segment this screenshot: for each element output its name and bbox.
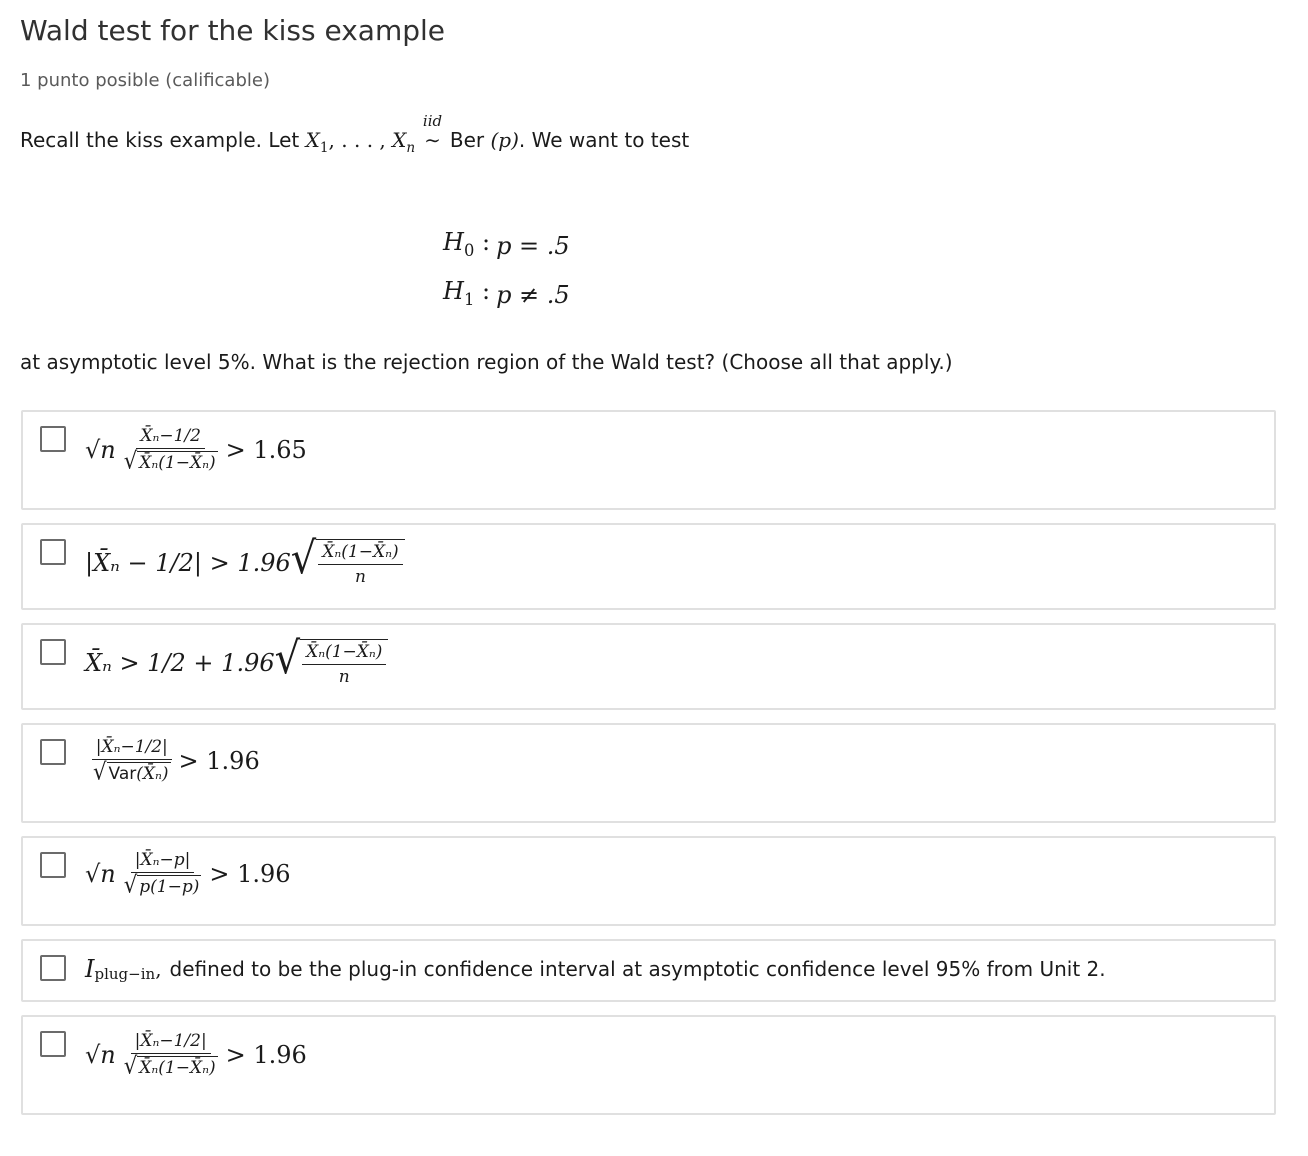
fraction bbox=[120, 1031, 222, 1081]
hyp-sub: 1 bbox=[463, 289, 475, 309]
option-formula bbox=[85, 737, 260, 787]
intro-var-first: X bbox=[305, 128, 320, 152]
question-text: at asymptotic level 5%. What is the rejection region of the Wald test? (Choose all that apply.) bbox=[20, 350, 953, 374]
fraction bbox=[89, 737, 175, 787]
option-checkbox[interactable] bbox=[40, 852, 66, 878]
option-checkbox[interactable] bbox=[40, 539, 66, 565]
fraction-numerator: X̄ₙ(1−X̄ₙ) bbox=[318, 542, 402, 565]
fraction-numerator: |X̄ₙ−1/2| bbox=[92, 737, 172, 760]
iid-symbol bbox=[422, 112, 444, 152]
option-formula bbox=[85, 426, 307, 476]
sqrt-n: √n bbox=[85, 435, 116, 464]
fraction-denominator bbox=[120, 1052, 222, 1081]
problem-title: Wald test for the kiss example bbox=[20, 14, 446, 47]
hyp-colon: : bbox=[481, 276, 491, 305]
option-formula bbox=[85, 1031, 307, 1081]
sqrt-body bbox=[107, 762, 171, 784]
var-argument: (X̄ₙ) bbox=[136, 764, 169, 784]
tilde-symbol: ∼ bbox=[424, 128, 441, 152]
sqrt-symbol: √ bbox=[123, 447, 138, 476]
choice-option-1[interactable] bbox=[21, 410, 1276, 510]
option-checkbox[interactable] bbox=[40, 955, 66, 981]
fraction-denominator bbox=[89, 758, 175, 787]
fraction bbox=[120, 426, 222, 476]
choice-option-5[interactable] bbox=[21, 836, 1276, 926]
var-operator: Var bbox=[108, 764, 137, 784]
sqrt-body bbox=[300, 639, 388, 687]
sqrt-n: √n bbox=[85, 1040, 116, 1069]
sqrt-symbol: √ bbox=[274, 633, 301, 684]
rhs: > 1.65 bbox=[225, 435, 307, 464]
hyp-label: H bbox=[443, 276, 464, 305]
sqrt-symbol: √ bbox=[290, 533, 317, 584]
option-text: defined to be the plug-in confidence interval at asymptotic confidence level 95% from Unit 2. bbox=[169, 957, 1106, 981]
option-formula bbox=[85, 533, 405, 587]
fraction-denominator: n bbox=[338, 667, 350, 687]
intro-var-last: X bbox=[392, 128, 407, 152]
hypothesis-alternative bbox=[443, 271, 576, 320]
fraction bbox=[120, 850, 206, 900]
sqrt-symbol: √ bbox=[123, 871, 138, 900]
option-formula bbox=[85, 633, 388, 687]
choice-option-2[interactable] bbox=[21, 523, 1276, 610]
points-info: 1 punto posible (calificable) bbox=[20, 70, 270, 91]
lhs: X̄ₙ > 1/2 + 1.96 bbox=[85, 649, 275, 677]
option-checkbox[interactable] bbox=[40, 739, 66, 765]
interval-comma: , bbox=[155, 957, 162, 981]
option-formula bbox=[85, 955, 1106, 983]
hyp-statement: p = .5 bbox=[496, 232, 570, 261]
fraction-denominator bbox=[120, 447, 222, 476]
choice-option-6[interactable] bbox=[21, 939, 1276, 1002]
sqrt-expression bbox=[290, 533, 405, 587]
sqrt-body: X̄ₙ(1−X̄ₙ) bbox=[139, 453, 216, 473]
sqrt-body: p(1−p) bbox=[139, 877, 200, 897]
rhs: > 1.96 bbox=[178, 746, 260, 775]
fraction-numerator: |X̄ₙ−p| bbox=[131, 850, 195, 873]
hyp-colon: : bbox=[481, 228, 491, 256]
intro-dist: Ber bbox=[449, 128, 485, 152]
sqrt-symbol: √ bbox=[93, 758, 107, 787]
interval-subscript: plug−in bbox=[94, 965, 156, 983]
fraction-denominator: n bbox=[354, 567, 366, 587]
intro-sep: , . . . , bbox=[328, 128, 386, 152]
fraction bbox=[302, 642, 386, 687]
rhs: > 1.96 bbox=[209, 859, 291, 888]
hyp-label: H bbox=[443, 228, 464, 256]
hyp-sub: 0 bbox=[463, 240, 475, 260]
fraction-numerator: |X̄ₙ−1/2| bbox=[131, 1031, 211, 1054]
intro-sub-n: n bbox=[406, 140, 416, 156]
iid-label: iid bbox=[422, 112, 443, 130]
hypotheses bbox=[443, 222, 576, 320]
sqrt-n: √n bbox=[85, 859, 116, 888]
rhs: > 1.96 bbox=[225, 1040, 307, 1069]
sqrt-body: X̄ₙ(1−X̄ₙ) bbox=[139, 1058, 216, 1078]
sqrt-expression bbox=[274, 633, 389, 687]
hypothesis-null bbox=[443, 222, 576, 271]
choice-option-3[interactable] bbox=[21, 623, 1276, 710]
choice-option-7[interactable] bbox=[21, 1015, 1276, 1115]
fraction-numerator: X̄ₙ(1−X̄ₙ) bbox=[302, 642, 386, 665]
sqrt-symbol: √ bbox=[123, 1052, 138, 1081]
fraction bbox=[318, 542, 402, 587]
problem-intro bbox=[20, 112, 690, 156]
interval-symbol: I bbox=[85, 955, 95, 983]
option-checkbox[interactable] bbox=[40, 426, 66, 452]
hyp-statement: p ≠ .5 bbox=[496, 281, 570, 310]
choice-option-4[interactable] bbox=[21, 723, 1276, 823]
fraction-numerator: X̄ₙ−1/2 bbox=[136, 426, 205, 449]
fraction-denominator bbox=[120, 871, 206, 900]
option-checkbox[interactable] bbox=[40, 1031, 66, 1057]
intro-param: (p) bbox=[490, 128, 519, 152]
intro-prefix: Recall the kiss example. Let bbox=[20, 128, 300, 152]
intro-sub-1: 1 bbox=[319, 140, 329, 156]
option-checkbox[interactable] bbox=[40, 639, 66, 665]
lhs: |X̄ₙ − 1/2| > 1.96 bbox=[85, 549, 291, 577]
option-formula bbox=[85, 850, 291, 900]
sqrt-body bbox=[316, 539, 404, 587]
intro-suffix: . We want to test bbox=[518, 128, 690, 152]
